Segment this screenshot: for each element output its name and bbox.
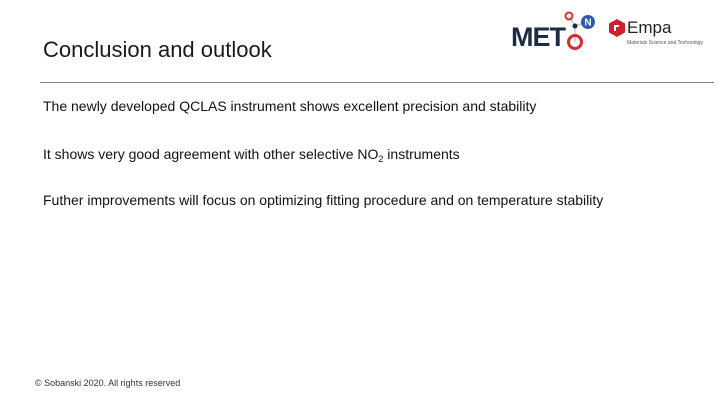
- copyright-footer: © Sobanski 2020. All rights reserved: [35, 378, 181, 388]
- metro-logo: [511, 10, 597, 52]
- metrology-molecule-icon: [561, 10, 597, 52]
- slide-title: Conclusion and outlook: [43, 37, 272, 62]
- empa-logo: [609, 19, 709, 59]
- no2-subscript: 2: [378, 154, 384, 164]
- empa-logo-tagline: Materials Science and Technology: [627, 40, 703, 46]
- bullet-agreement-tail: instruments: [383, 146, 460, 162]
- bullet-agreement-text: It shows very good agreement with other selective NO: [43, 146, 379, 162]
- title-divider: [40, 82, 714, 83]
- metro-logo-text: MET: [511, 22, 565, 52]
- bullet-future-improvements: Futher improvements will focus on optimizing fitting procedure and on temperature stability: [43, 192, 604, 208]
- metro-logo-letter: N: [584, 17, 592, 29]
- bullet-precision-stability: The newly developed QCLAS instrument shows excellent precision and stability: [43, 98, 537, 114]
- empa-logo-name: Empa: [627, 18, 672, 37]
- bullet-agreement-no2: [43, 146, 460, 164]
- empa-mark-icon: [609, 19, 625, 37]
